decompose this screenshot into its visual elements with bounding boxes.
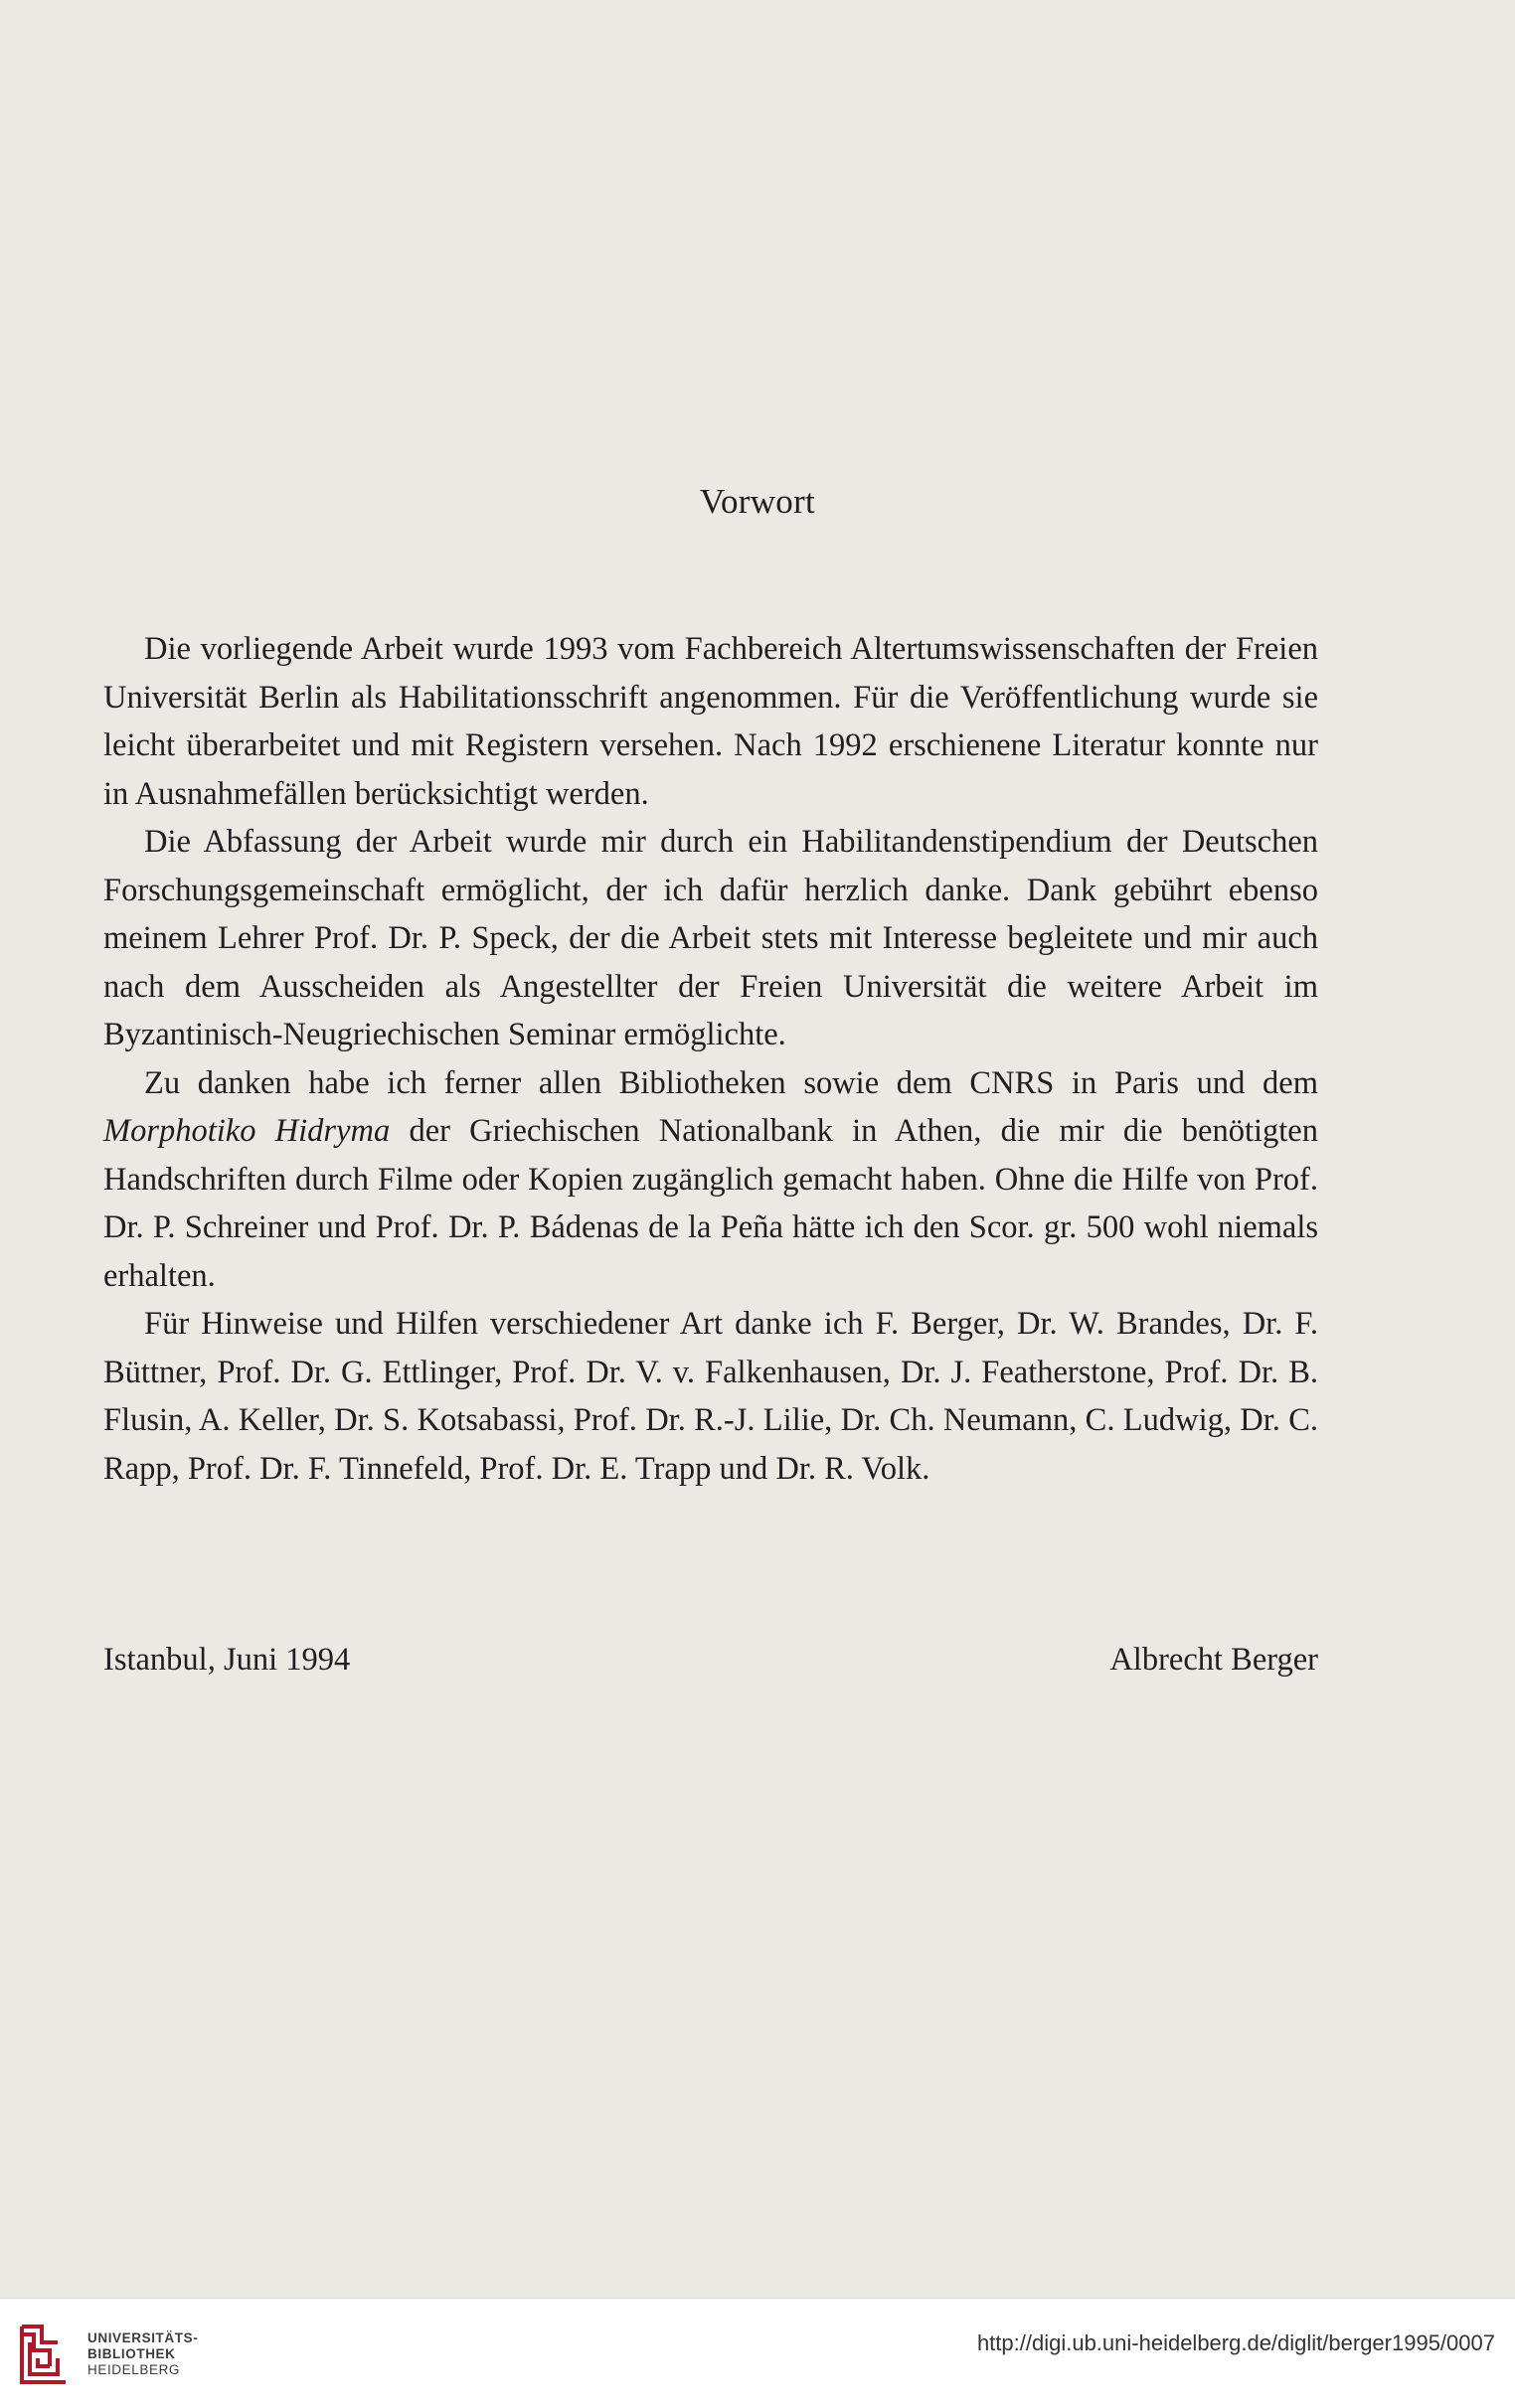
library-name-line2: BIBLIOTHEK xyxy=(87,2346,176,2361)
paragraph-1: Die vorliegende Arbeit wurde 1993 vom Fachbereich Altertumswissenschaften der Freien Universität Berlin als Habilitationsschrift angenommen. Für die Veröffentlichung wurde sie leicht überarbeitet und mit Registern versehen. Nach 1992 erschienene Literatur konnte nur in Ausnahmefällen berücksichtigt werden. xyxy=(103,631,1318,812)
paragraph-3-start: Zu danken habe ich ferner allen Bibliotheken sowie dem CNRS in Paris und dem xyxy=(144,1064,1318,1101)
signature-line xyxy=(103,1636,1318,1684)
library-name xyxy=(87,2330,198,2378)
place-date: Istanbul, Juni 1994 xyxy=(103,1642,351,1678)
library-name-line3: HEIDELBERG xyxy=(87,2362,181,2377)
paragraph-4: Für Hinweise und Hilfen verschiedener Art danke ich F. Berger, Dr. W. Brandes, Dr. F. Büttner, Prof. Dr. G. Ettlinger, Prof. Dr. V. v. Falkenhausen, Dr. J. Featherstone, Prof. Dr. B. Flusin, A. Keller, Dr. S. Kotsabassi, Prof. Dr. R.-J. Lilie, Dr. Ch. Neumann, C. Ludwig, Dr. C. Rapp, Prof. Dr. F. Tinnefeld, Prof. Dr. E. Trapp und Dr. R. Volk. xyxy=(103,1306,1318,1487)
library-logo-icon xyxy=(14,2319,78,2390)
page-title: Vorwort xyxy=(699,482,816,521)
italic-title: Morphotiko Hidryma xyxy=(103,1113,391,1149)
footer-bar xyxy=(0,2298,1515,2408)
permalink-url[interactable]: http://digi.ub.uni-heidelberg.de/diglit/berger1995/0007 xyxy=(976,2330,1495,2355)
author-name: Albrecht Berger xyxy=(1109,1642,1318,1678)
paragraph-3 xyxy=(103,1059,1318,1301)
paragraph-2: Die Abfassung der Arbeit wurde mir durch ein Habilitandenstipendium der Deutschen Forschungsgemeinschaft ermöglicht, der ich dafür herzlich danke. Dank gebührt ebenso meinem Lehrer Prof. Dr. P. Speck, der die Arbeit stets mit Interesse begleitete und mir auch nach dem Ausscheiden als Angestellter der Freien Universität die weitere Arbeit im Byzantinisch-Neugriechischen Seminar ermöglichte. xyxy=(103,824,1318,1052)
body-text xyxy=(103,625,1318,1493)
library-name-line1: UNIVERSITÄTS- xyxy=(87,2330,199,2345)
paragraph-3-end: der Griechischen Nationalbank in Athen, die mir die benötigten Handschriften durch Filme oder Kopien zugänglich gemacht haben. Ohne die Hilfe von Prof. Dr. P. Schreiner und Prof. Dr. P. Bádenas de la Peña hätte ich den Scor. gr. 500 wohl niemals erhalten. xyxy=(103,1113,1318,1294)
